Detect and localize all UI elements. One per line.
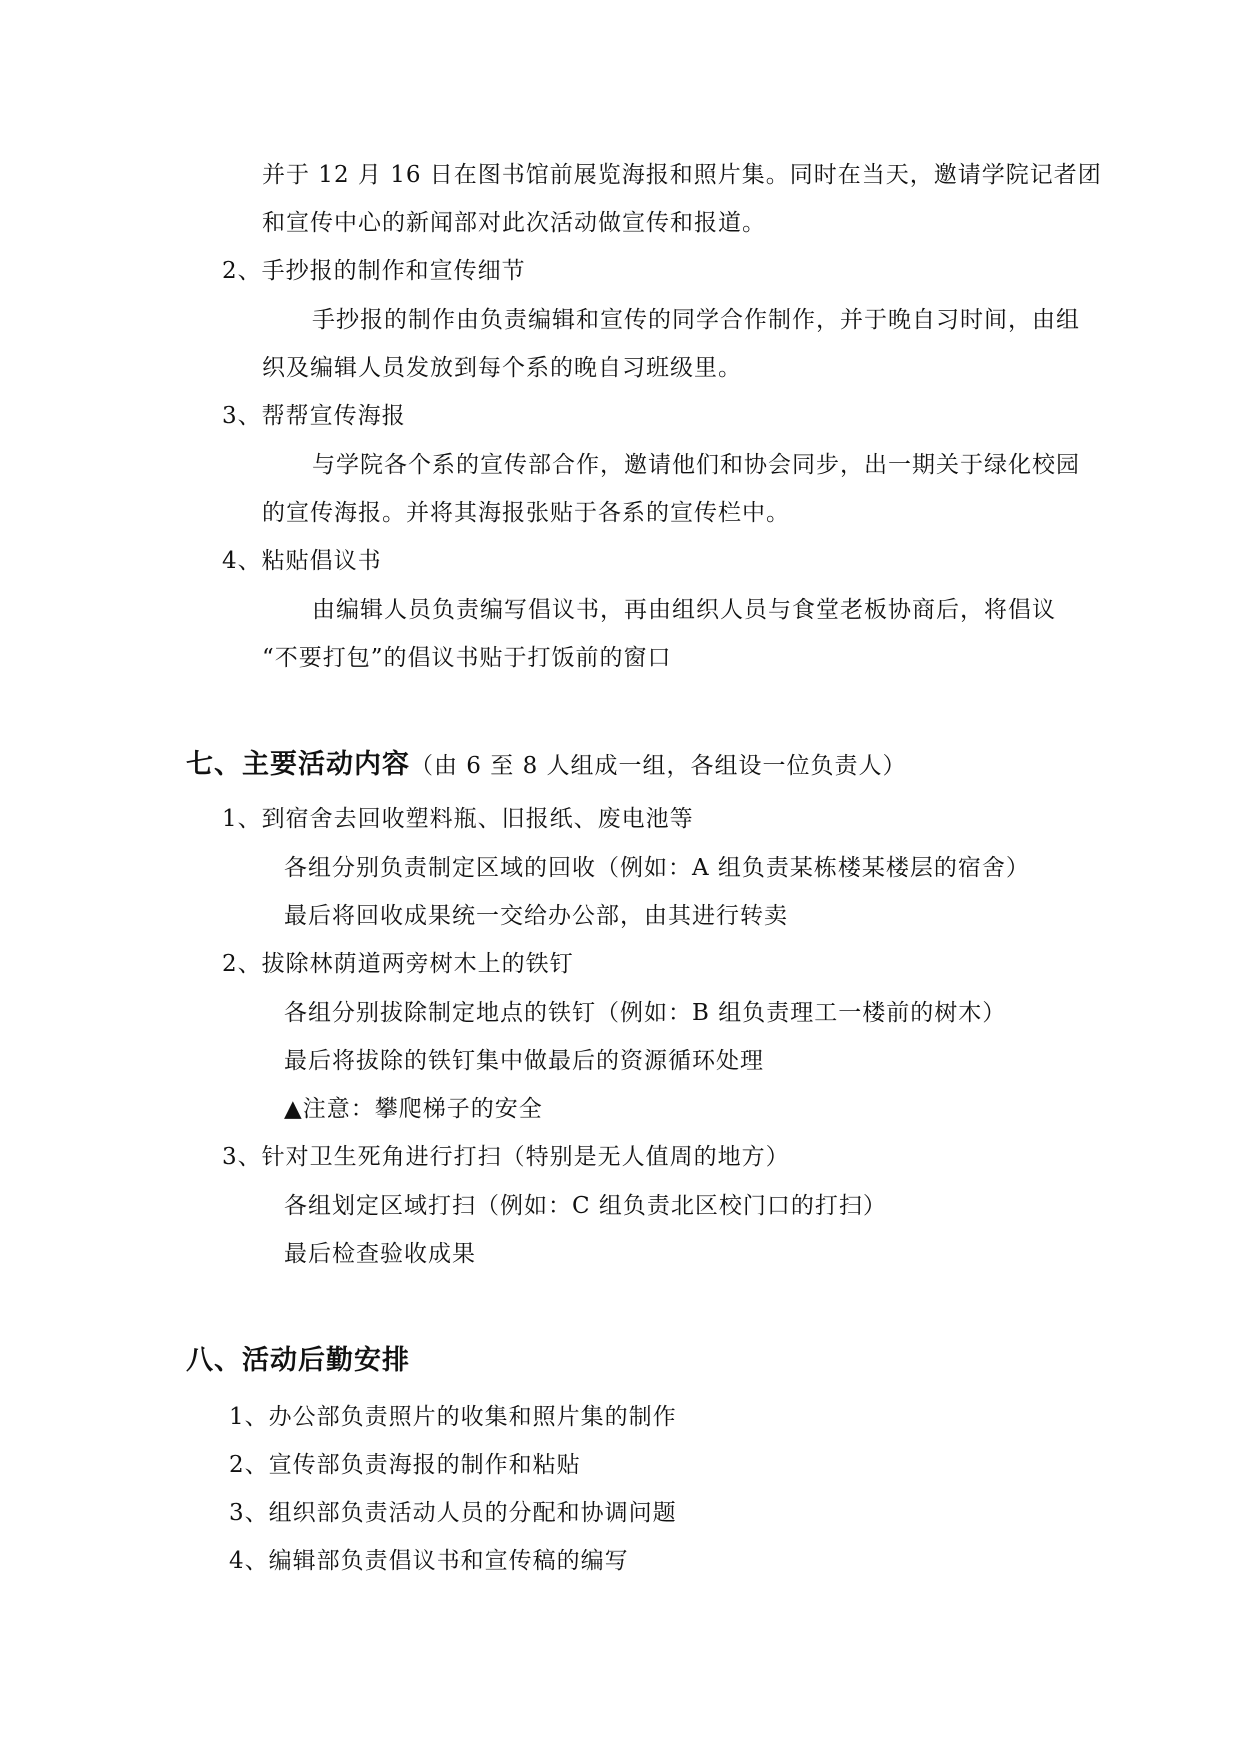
para-text: 与学院各个系的宣传部合作，邀请他们和协会同步，出一期关于绿化校园: [312, 452, 1080, 478]
list-item: 2、宣传部负责海报的制作和粘贴: [229, 1452, 581, 1478]
para-text: 由编辑人员负责编写倡议书，再由组织人员与食堂老板协商后，将倡议: [312, 597, 1056, 623]
list-item-title: 4、粘贴倡议书: [222, 548, 382, 574]
list-item: 4、编辑部负责倡议书和宣传稿的编写: [229, 1548, 629, 1574]
list-item: 1、办公部负责照片的收集和照片集的制作: [229, 1404, 677, 1430]
list-item-title: 3、针对卫生死角进行打扫（特别是无人值周的地方）: [222, 1144, 790, 1170]
section-heading: 八、活动后勤安排: [186, 1345, 410, 1376]
list-item-detail: 最后将回收成果统一交给办公部，由其进行转卖: [284, 903, 788, 929]
list-item-title: 2、手抄报的制作和宣传细节: [222, 258, 526, 284]
section-heading: [186, 748, 907, 783]
list-item-detail: 各组划定区域打扫（例如：C 组负责北区校门口的打扫）: [284, 1193, 887, 1219]
para-text: “不要打包”的倡议书贴于打饭前的窗口: [262, 645, 672, 671]
list-item-detail: 最后检查验收成果: [284, 1241, 476, 1267]
list-item-title: 2、拔除林荫道两旁树木上的铁钉: [222, 951, 574, 977]
para-text: 手抄报的制作由负责编辑和宣传的同学合作制作，并于晚自习时间，由组: [312, 307, 1080, 333]
list-item-detail: 各组分别拔除制定地点的铁钉（例如：B 组负责理工一楼前的树木）: [284, 1000, 1007, 1026]
para-text: 的宣传海报。并将其海报张贴于各系的宣传栏中。: [262, 500, 790, 526]
para-text: 和宣传中心的新闻部对此次活动做宣传和报道。: [262, 210, 766, 236]
warning-note: ▲注意：攀爬梯子的安全: [284, 1096, 543, 1122]
list-item-detail: 各组分别负责制定区域的回收（例如：A 组负责某栋楼某楼层的宿舍）: [284, 855, 1030, 881]
section-heading-text: 七、主要活动内容: [186, 749, 410, 780]
section-heading-note: （由 6 至 8 人组成一组，各组设一位负责人）: [410, 753, 907, 779]
list-item-title: 3、帮帮宣传海报: [222, 403, 406, 429]
list-item: 3、组织部负责活动人员的分配和协调问题: [229, 1500, 677, 1526]
list-item-detail: 最后将拔除的铁钉集中做最后的资源循环处理: [284, 1048, 764, 1074]
list-item-title: 1、到宿舍去回收塑料瓶、旧报纸、废电池等: [222, 806, 694, 832]
para-text: 并于 12 月 16 日在图书馆前展览海报和照片集。同时在当天，邀请学院记者团: [262, 162, 1102, 188]
para-text: 织及编辑人员发放到每个系的晚自习班级里。: [262, 355, 742, 381]
